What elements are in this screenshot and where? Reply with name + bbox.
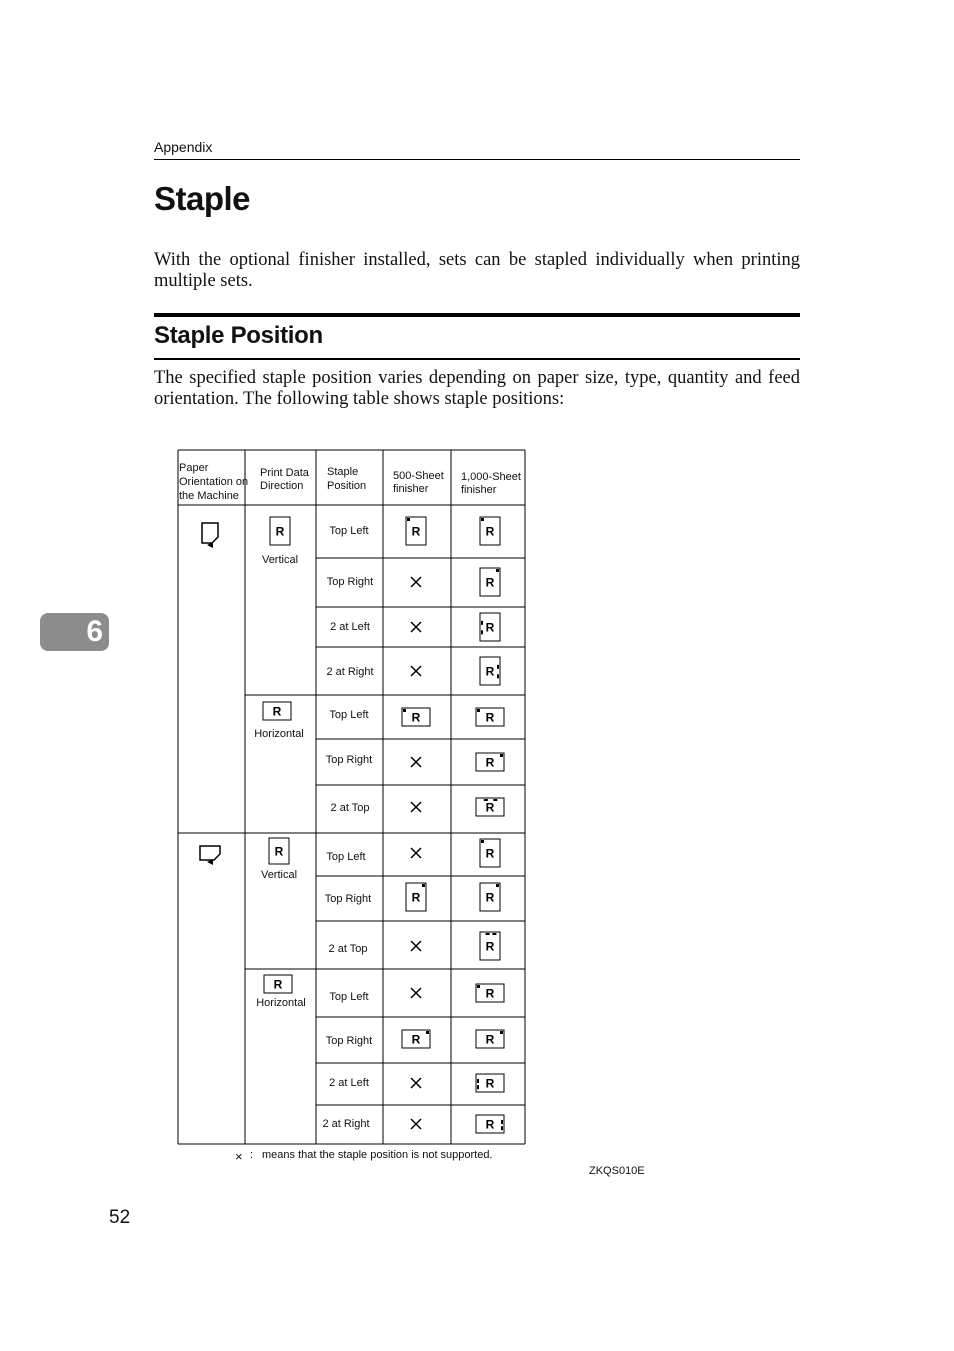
svg-text:R: R xyxy=(485,575,495,590)
svg-text:R: R xyxy=(485,1032,495,1047)
staple-position-cell: Top Left xyxy=(326,851,366,863)
svg-text:R: R xyxy=(485,710,495,725)
print-direction-vertical-icon xyxy=(269,838,289,864)
staple-1000-icon xyxy=(480,568,500,596)
svg-text:R: R xyxy=(275,524,285,539)
staple-position-cell: Top Right xyxy=(324,893,372,905)
header-orientation-3: the Machine xyxy=(179,490,239,502)
staple-position-cell: 2 at Right xyxy=(322,1118,370,1130)
staple-1000-icon xyxy=(480,517,500,545)
not-supported-icon xyxy=(411,802,421,812)
direction-label: Horizontal xyxy=(254,728,304,740)
chapter-tab: 6 xyxy=(40,613,109,651)
svg-text:R: R xyxy=(272,704,282,719)
print-direction-horizontal-icon xyxy=(264,975,292,993)
running-header: Appendix xyxy=(154,139,213,155)
svg-text:R: R xyxy=(411,890,421,905)
not-supported-icon xyxy=(411,1119,421,1129)
page-number: 52 xyxy=(109,1207,131,1228)
staple-1000-icon xyxy=(476,1115,504,1133)
paper-feed-orientation-icon xyxy=(200,846,220,865)
not-supported-icon xyxy=(411,1078,421,1088)
svg-text:R: R xyxy=(485,939,495,954)
header-direction-1: Print Data xyxy=(260,467,309,479)
direction-label: Vertical xyxy=(260,869,298,881)
staple-position-cell: Top Right xyxy=(325,754,373,766)
svg-text:R: R xyxy=(485,524,495,539)
staple-1000-icon xyxy=(476,1074,504,1092)
staple-position-cell: Top Left xyxy=(329,709,369,721)
staple-500-icon xyxy=(402,1030,430,1048)
staple-1000-icon xyxy=(476,708,504,726)
section-heading: Staple Position xyxy=(154,322,323,349)
not-supported-icon xyxy=(411,666,421,676)
svg-text:R: R xyxy=(485,664,495,679)
svg-text:R: R xyxy=(411,1032,421,1047)
paper-feed-orientation-icon xyxy=(202,523,218,548)
staple-1000-icon xyxy=(476,798,504,816)
direction-label: Vertical xyxy=(261,554,299,566)
header-500-2: finisher xyxy=(393,483,429,495)
footnote-symbol: × xyxy=(235,1149,243,1164)
page-title: Staple xyxy=(154,180,251,217)
figure-code: ZKQS010E xyxy=(589,1165,645,1177)
staple-1000-icon xyxy=(480,657,500,685)
staple-500-icon xyxy=(402,708,430,726)
not-supported-icon xyxy=(411,757,421,767)
not-supported-icon xyxy=(411,988,421,998)
staple-position-cell: Top Right xyxy=(325,1035,373,1047)
not-supported-icon xyxy=(411,941,421,951)
header-500-1: 500-Sheet xyxy=(393,470,444,482)
svg-text:R: R xyxy=(411,524,421,539)
staple-position-cell: Top Left xyxy=(329,991,369,1003)
print-direction-vertical-icon xyxy=(270,517,290,545)
header-1000-1: 1,000-Sheet xyxy=(461,471,521,483)
print-direction-horizontal-icon xyxy=(263,702,291,720)
svg-text:R: R xyxy=(485,1117,495,1132)
header-position-2: Position xyxy=(327,480,367,492)
staple-1000-icon xyxy=(480,613,500,641)
staple-position-cell: 2 at Top xyxy=(328,943,368,955)
footnote-text: means that the staple position is not supported. xyxy=(262,1149,493,1161)
header-orientation-2: Orientation on xyxy=(179,476,249,488)
svg-text:R: R xyxy=(485,1076,495,1091)
svg-text:R: R xyxy=(274,844,284,859)
staple-1000-icon xyxy=(480,883,500,911)
staple-1000-icon xyxy=(476,753,504,771)
section-body: The specified staple position varies depending on paper size, type, quantity and feed orientation. The following table shows staple positions: xyxy=(154,368,800,409)
header-1000-2: finisher xyxy=(461,484,497,496)
not-supported-icon xyxy=(411,577,421,587)
footnote-colon: : xyxy=(250,1149,254,1161)
staple-position-cell: 2 at Left xyxy=(330,621,370,633)
staple-position-cell: 2 at Right xyxy=(326,666,374,678)
not-supported-icon xyxy=(411,848,421,858)
svg-text:R: R xyxy=(485,620,495,635)
staple-position-cell: Top Right xyxy=(326,576,374,588)
staple-1000-icon xyxy=(476,984,504,1002)
staple-position-cell: Top Left xyxy=(329,525,369,537)
svg-text:R: R xyxy=(411,710,421,725)
staple-position-cell: 2 at Top xyxy=(330,802,370,814)
staple-position-cell: 2 at Left xyxy=(329,1077,369,1089)
svg-text:R: R xyxy=(485,986,495,1001)
svg-text:R: R xyxy=(485,800,495,815)
staple-1000-icon xyxy=(480,932,500,960)
not-supported-icon xyxy=(411,622,421,632)
svg-text:R: R xyxy=(273,977,283,992)
staple-1000-icon xyxy=(480,839,500,867)
staple-500-icon xyxy=(406,883,426,911)
svg-text:R: R xyxy=(485,846,495,861)
direction-label: Horizontal xyxy=(256,997,306,1009)
svg-text:R: R xyxy=(485,890,495,905)
staple-1000-icon xyxy=(476,1030,504,1048)
intro-paragraph: With the optional finisher installed, sets can be stapled individually when printing multiple sets. xyxy=(154,250,800,291)
staple-500-icon xyxy=(406,517,426,545)
header-position-1: Staple xyxy=(327,466,359,478)
header-orientation-1: Paper xyxy=(179,462,209,474)
header-direction-2: Direction xyxy=(260,480,304,492)
svg-text:R: R xyxy=(485,755,495,770)
